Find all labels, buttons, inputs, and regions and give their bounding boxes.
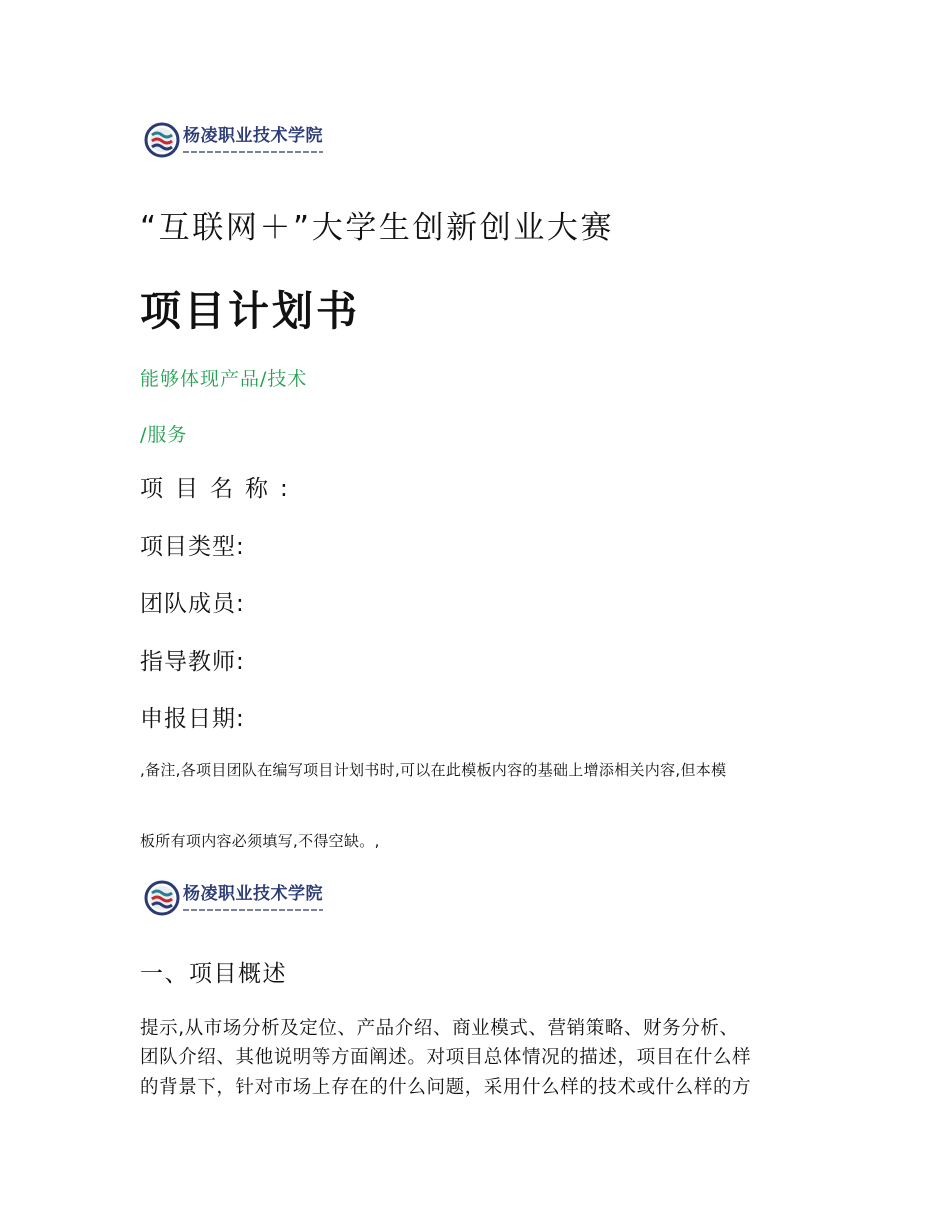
green-note-line-1: 能够体现产品/技术: [140, 368, 308, 390]
college-english-name-mark: [183, 150, 323, 154]
overview-line-1: 提示,从市场分析及定位、产品介绍、商业模式、营销策略、财务分析、: [140, 1018, 739, 1039]
college-name: 杨凌职业技术学院: [183, 126, 323, 146]
section-heading-project-overview: 一、项目概述: [140, 961, 287, 987]
college-emblem-icon: [144, 122, 180, 158]
overview-line-2: 团队介绍、其他说明等方面阐述。对项目总体情况的描述，项目在什么样: [140, 1047, 752, 1068]
college-logo-wordmark: [183, 884, 323, 912]
field-advisor: 指导教师:: [140, 649, 245, 675]
college-emblem-icon: [144, 880, 180, 916]
field-application-date: 申报日期:: [140, 706, 245, 732]
college-logo-page-2: [144, 876, 323, 920]
college-logo-wordmark: [183, 126, 323, 154]
college-english-name-mark: [183, 908, 323, 912]
field-project-name: 项目名称:: [140, 476, 300, 502]
competition-title: “互联网＋”大学生创新创业大赛: [140, 210, 615, 246]
remark-paragraph-1: ,备注,各项目团队在编写项目计划书时,可以在此模板内容的基础上增添相关内容,但本模: [140, 761, 727, 779]
remark-paragraph-2: 板所有项内容必须填写,不得空缺。,: [140, 832, 380, 850]
green-note-line-2: /服务: [140, 424, 188, 446]
field-team-members: 团队成员:: [140, 591, 245, 617]
field-project-type: 项目类型:: [140, 534, 245, 560]
college-name: 杨凌职业技术学院: [183, 884, 323, 904]
college-logo: [144, 118, 323, 162]
overview-line-3: 的背景下，针对市场上存在的什么问题，采用什么样的技术或什么样的方: [140, 1077, 752, 1098]
document-title: 项目计划书: [140, 287, 360, 335]
